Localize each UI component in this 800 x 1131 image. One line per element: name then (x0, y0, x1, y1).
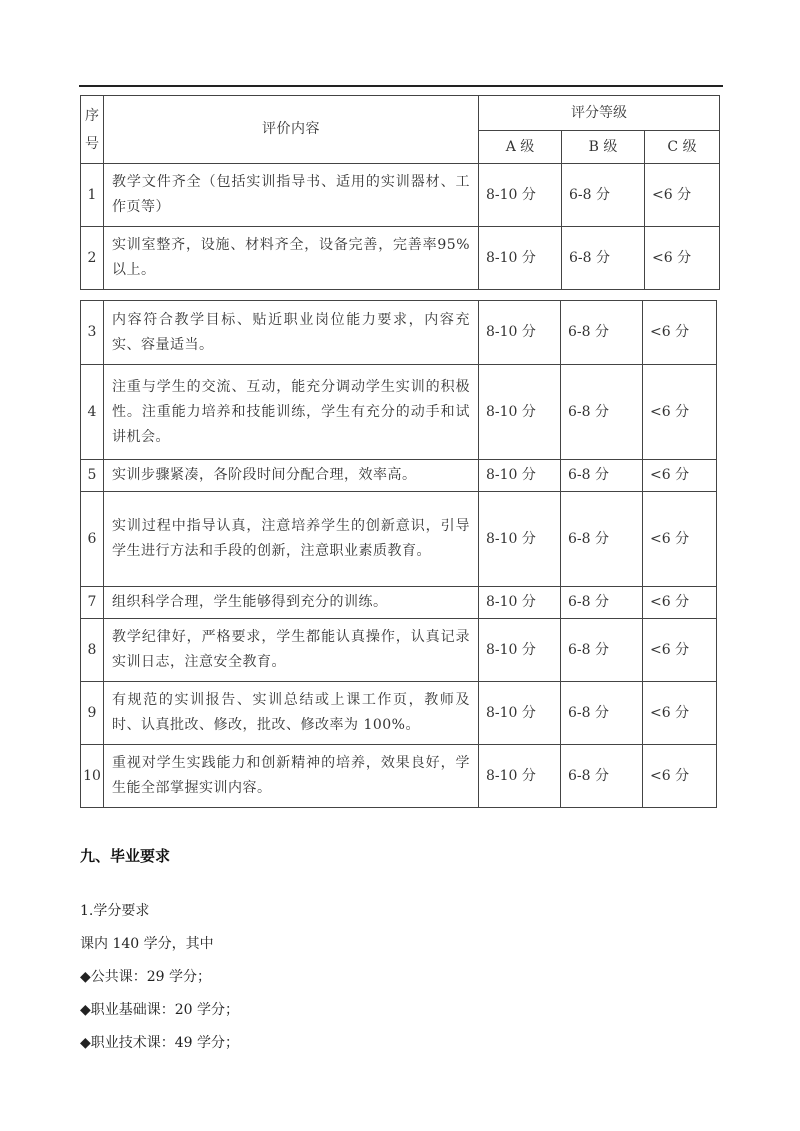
table-row (81, 164, 720, 227)
table-row (81, 587, 717, 619)
section-subtitle: 1.学分要求 (80, 903, 150, 919)
row-grade-c: <6 分 (645, 164, 720, 227)
row-grade-b: 6-8 分 (561, 460, 643, 492)
row-grade-a: 8-10 分 (479, 365, 561, 460)
header-grade-a: A 级 (479, 131, 562, 164)
row-content: 有规范的实训报告、实训总结或上课工作页，教师及时、认真批改、修改，批改、修改率为 100%。 (104, 682, 479, 745)
row-grade-a: 8-10 分 (479, 587, 561, 619)
row-number: 3 (81, 301, 104, 365)
row-grade-c: <6 分 (645, 227, 720, 290)
table-row (81, 460, 717, 492)
section-title: 九、毕业要求 (80, 847, 171, 865)
row-content: 教学文件齐全（包括实训指导书、适用的实训器材、工作页等） (104, 164, 479, 227)
row-grade-b: 6-8 分 (561, 682, 643, 745)
row-content: 组织科学合理，学生能够得到充分的训练。 (104, 587, 479, 619)
row-grade-b: 6-8 分 (562, 164, 645, 227)
header-grade-group: 评分等级 (479, 96, 720, 131)
row-grade-a: 8-10 分 (479, 227, 562, 290)
row-content: 实训步骤紧凑，各阶段时间分配合理，效率高。 (104, 460, 479, 492)
row-number: 9 (81, 682, 104, 745)
header-content: 评价内容 (104, 96, 479, 164)
row-grade-c: <6 分 (643, 619, 717, 682)
table-row (81, 301, 717, 365)
list-item: ◆职业基础课：20 学分； (80, 1002, 240, 1018)
row-grade-b: 6-8 分 (561, 365, 643, 460)
row-grade-b: 6-8 分 (561, 301, 643, 365)
row-grade-b: 6-8 分 (562, 227, 645, 290)
table-row (81, 745, 717, 808)
row-number: 6 (81, 492, 104, 587)
row-grade-b: 6-8 分 (561, 587, 643, 619)
row-grade-a: 8-10 分 (479, 619, 561, 682)
row-grade-a: 8-10 分 (479, 301, 561, 365)
row-number: 2 (81, 227, 104, 290)
section-intro: 课内 140 学分，其中 (80, 936, 214, 952)
evaluation-table-part1 (80, 95, 720, 290)
evaluation-table-part2 (80, 300, 717, 808)
header-seq-text: 序号 (85, 107, 99, 152)
row-grade-a: 8-10 分 (479, 460, 561, 492)
row-content: 注重与学生的交流、互动，能充分调动学生实训的积极性。注重能力培养和技能训练，学生有充分的动手和试讲机会。 (104, 365, 479, 460)
list-item: ◆职业技术课：49 学分； (80, 1035, 240, 1051)
row-grade-b: 6-8 分 (561, 492, 643, 587)
header-seq (81, 96, 104, 164)
header-grade-c: C 级 (645, 131, 720, 164)
row-number: 1 (81, 164, 104, 227)
header-grade-b: B 级 (562, 131, 645, 164)
row-content: 重视对学生实践能力和创新精神的培养，效果良好，学生能全部掌握实训内容。 (104, 745, 479, 808)
row-number: 8 (81, 619, 104, 682)
row-content: 内容符合教学目标、贴近职业岗位能力要求，内容充实、容量适当。 (104, 301, 479, 365)
row-grade-c: <6 分 (643, 460, 717, 492)
row-grade-c: <6 分 (643, 301, 717, 365)
table-row (81, 619, 717, 682)
row-grade-a: 8-10 分 (479, 682, 561, 745)
row-grade-c: <6 分 (643, 587, 717, 619)
table-row (81, 365, 717, 460)
row-grade-c: <6 分 (643, 682, 717, 745)
row-grade-b: 6-8 分 (561, 745, 643, 808)
table-row (81, 227, 720, 290)
row-number: 5 (81, 460, 104, 492)
row-number: 10 (81, 745, 104, 808)
row-grade-c: <6 分 (643, 492, 717, 587)
list-item: ◆公共课：29 学分； (80, 969, 212, 985)
row-content: 实训过程中指导认真，注意培养学生的创新意识，引导学生进行方法和手段的创新，注意职业素质教育。 (104, 492, 479, 587)
row-content: 实训室整齐，设施、材料齐全，设备完善，完善率95%以上。 (104, 227, 479, 290)
row-grade-b: 6-8 分 (561, 619, 643, 682)
row-number: 7 (81, 587, 104, 619)
row-grade-c: <6 分 (643, 745, 717, 808)
table-header-row (81, 96, 720, 131)
row-content: 教学纪律好，严格要求，学生都能认真操作，认真记录实训日志，注意安全教育。 (104, 619, 479, 682)
row-number: 4 (81, 365, 104, 460)
row-grade-a: 8-10 分 (479, 492, 561, 587)
table-row (81, 492, 717, 587)
row-grade-c: <6 分 (643, 365, 717, 460)
row-grade-a: 8-10 分 (479, 745, 561, 808)
table-row (81, 682, 717, 745)
row-grade-a: 8-10 分 (479, 164, 562, 227)
page-header-rule (79, 85, 723, 87)
